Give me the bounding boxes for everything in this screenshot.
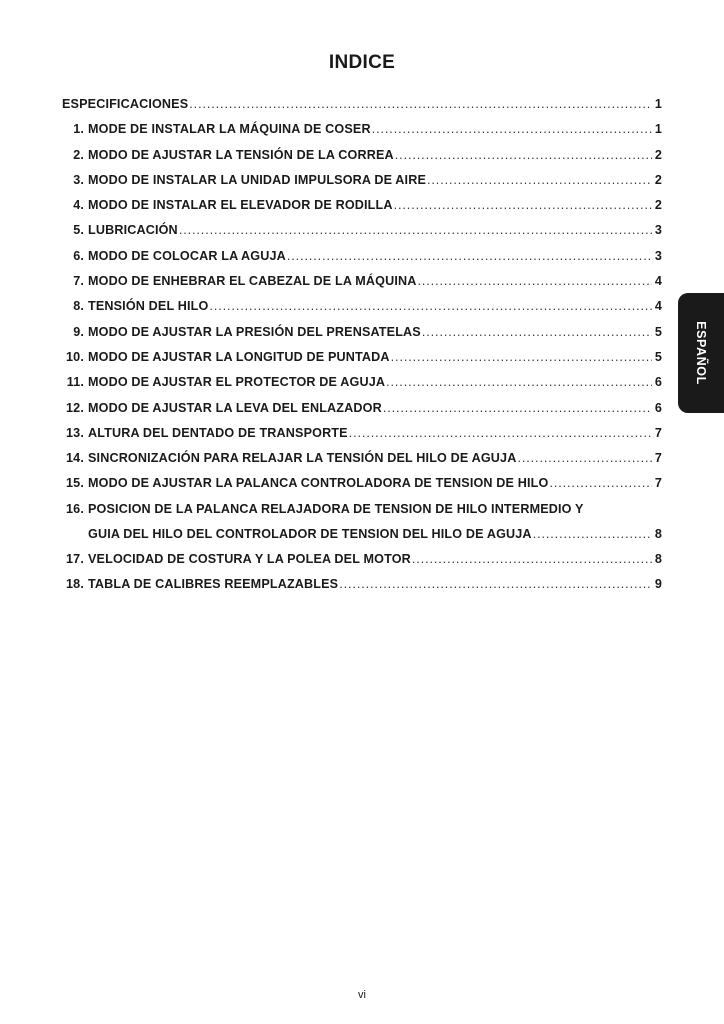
toc-entry-page: 6 xyxy=(654,375,662,390)
toc-entry-title: MODO DE AJUSTAR LA PALANCA CONTROLADORA DE TENSION DE HILO xyxy=(88,476,549,491)
toc-entry-number: 11. xyxy=(66,375,84,390)
toc-entry-number: 6. xyxy=(73,248,84,263)
toc-entry-title: LUBRICACIÓN xyxy=(88,223,178,238)
toc-entry-14[interactable] xyxy=(62,451,662,466)
toc-entry-title: MODO DE AJUSTAR LA LEVA DEL ENLAZADOR xyxy=(88,400,382,415)
toc-entry-title: VELOCIDAD DE COSTURA Y LA POLEA DEL MOTOR xyxy=(88,552,411,567)
toc-entry-7[interactable] xyxy=(62,274,662,289)
toc-entry-page: 6 xyxy=(654,400,662,415)
toc-entry-page: 2 xyxy=(654,147,662,162)
toc-entry-11[interactable] xyxy=(62,375,662,390)
toc-entry-title: MODO DE AJUSTAR LA PRESIÓN DEL PRENSATELAS xyxy=(88,324,421,339)
toc-entry-1[interactable] xyxy=(62,122,662,137)
page-title: INDICE xyxy=(328,52,396,73)
toc-entry-title: MODE DE INSTALAR LA MÁQUINA DE COSER xyxy=(88,122,371,137)
toc-entry-13[interactable] xyxy=(62,426,662,441)
dot-leader xyxy=(517,451,652,466)
toc-entry-title: MODO DE AJUSTAR EL PROTECTOR DE AGUJA xyxy=(88,375,386,390)
dot-leader xyxy=(383,401,652,416)
toc-entry-title: MODO DE INSTALAR EL ELEVADOR DE RODILLA xyxy=(88,198,393,213)
dot-leader xyxy=(287,249,652,264)
toc-entry-page: 7 xyxy=(654,476,662,491)
toc-entry-number: 1. xyxy=(73,122,84,137)
toc-entry-number: 4. xyxy=(73,198,84,213)
toc-entry-title-continued: GUIA DEL HILO DEL CONTROLADOR DE TENSION DEL HILO DE AGUJA xyxy=(88,526,532,541)
toc-entry-15[interactable] xyxy=(62,476,662,491)
toc-entry-page: 5 xyxy=(654,324,662,339)
toc-entry-title: SINCRONIZACIÓN PARA RELAJAR LA TENSIÓN DEL HILO DE AGUJA xyxy=(88,451,517,466)
dot-leader xyxy=(179,223,652,238)
dot-leader xyxy=(391,350,652,365)
toc-entry-8[interactable] xyxy=(62,299,662,314)
toc-entry-number: 12. xyxy=(66,400,84,415)
language-tab xyxy=(678,293,724,413)
page-number: vi xyxy=(358,989,366,1001)
toc-entry-page: 4 xyxy=(654,299,662,314)
toc-entry-page: 7 xyxy=(654,425,662,440)
toc-entry-number: 7. xyxy=(73,274,84,289)
toc-entry-page: 1 xyxy=(654,122,662,137)
toc-entry-number: 9. xyxy=(73,324,84,339)
toc-entry-number: 8. xyxy=(73,299,84,314)
toc-entry-page: 7 xyxy=(654,451,662,466)
toc-entry-number: 15. xyxy=(66,476,84,491)
toc-entry-page: 9 xyxy=(654,577,662,592)
toc-entry-number: 18. xyxy=(66,577,84,592)
toc-entry-especificaciones[interactable] xyxy=(62,97,662,112)
toc-entry-page: 2 xyxy=(654,172,662,187)
toc-entry-page: 3 xyxy=(654,248,662,263)
toc-entry-title: TENSIÓN DEL HILO xyxy=(88,299,209,314)
toc-entry-page: 5 xyxy=(654,349,662,364)
toc-entry-number: 14. xyxy=(66,451,84,466)
toc-entry-title: MODO DE AJUSTAR LA TENSIÓN DE LA CORREA xyxy=(88,147,394,162)
toc-entry-number: 17. xyxy=(66,552,84,567)
toc-entry-number: 3. xyxy=(73,172,84,187)
toc-entry-16[interactable] xyxy=(62,502,662,542)
toc-entry-18[interactable] xyxy=(62,577,662,592)
toc-entry-title: TABLA DE CALIBRES REEMPLAZABLES xyxy=(88,577,339,592)
toc-entry-17[interactable] xyxy=(62,552,662,567)
toc-entry-number: 16. xyxy=(66,501,84,516)
dot-leader xyxy=(209,299,652,314)
toc-entry-3[interactable] xyxy=(62,173,662,188)
dot-leader xyxy=(427,173,652,188)
toc-entry-page: 8 xyxy=(654,526,662,541)
toc-entry-10[interactable] xyxy=(62,350,662,365)
dot-leader xyxy=(422,325,652,340)
toc-entry-number: 13. xyxy=(66,425,84,440)
toc-entry-title: ESPECIFICACIONES xyxy=(62,97,189,111)
toc-entry-title: MODO DE INSTALAR LA UNIDAD IMPULSORA DE AIRE xyxy=(88,172,426,187)
toc-entry-page: 8 xyxy=(654,552,662,567)
toc-entry-9[interactable] xyxy=(62,325,662,340)
toc-entry-page: 3 xyxy=(654,223,662,238)
dot-leader xyxy=(395,148,652,163)
dot-leader xyxy=(386,375,652,390)
toc-entry-number: 5. xyxy=(73,223,84,238)
dot-leader xyxy=(372,122,652,137)
toc-entry-2[interactable] xyxy=(62,148,662,163)
table-of-contents xyxy=(62,97,662,603)
toc-entry-number: 2. xyxy=(73,147,84,162)
dot-leader xyxy=(412,552,652,567)
dot-leader xyxy=(533,527,652,542)
toc-entry-4[interactable] xyxy=(62,198,662,213)
dot-leader xyxy=(189,97,652,112)
toc-entry-6[interactable] xyxy=(62,249,662,264)
toc-entry-title: ALTURA DEL DENTADO DE TRANSPORTE xyxy=(88,425,348,440)
dot-leader xyxy=(339,577,652,592)
toc-entry-page: 4 xyxy=(654,274,662,289)
dot-leader xyxy=(394,198,652,213)
toc-entry-5[interactable] xyxy=(62,223,662,238)
dot-leader xyxy=(349,426,652,441)
toc-entry-title: POSICION DE LA PALANCA RELAJADORA DE TENSION DE HILO INTERMEDIO Y xyxy=(88,501,584,516)
toc-entry-title: MODO DE COLOCAR LA AGUJA xyxy=(88,248,286,263)
toc-entry-title: MODO DE ENHEBRAR EL CABEZAL DE LA MÁQUINA xyxy=(88,274,417,289)
dot-leader xyxy=(549,476,652,491)
toc-entry-12[interactable] xyxy=(62,401,662,416)
toc-entry-number: 10. xyxy=(66,349,84,364)
toc-entry-title: MODO DE AJUSTAR LA LONGITUD DE PUNTADA xyxy=(88,349,390,364)
toc-entry-page: 2 xyxy=(654,198,662,213)
dot-leader xyxy=(417,274,652,289)
language-tab-label: ESPAÑOL xyxy=(694,321,708,385)
toc-entry-page: 1 xyxy=(654,97,662,111)
